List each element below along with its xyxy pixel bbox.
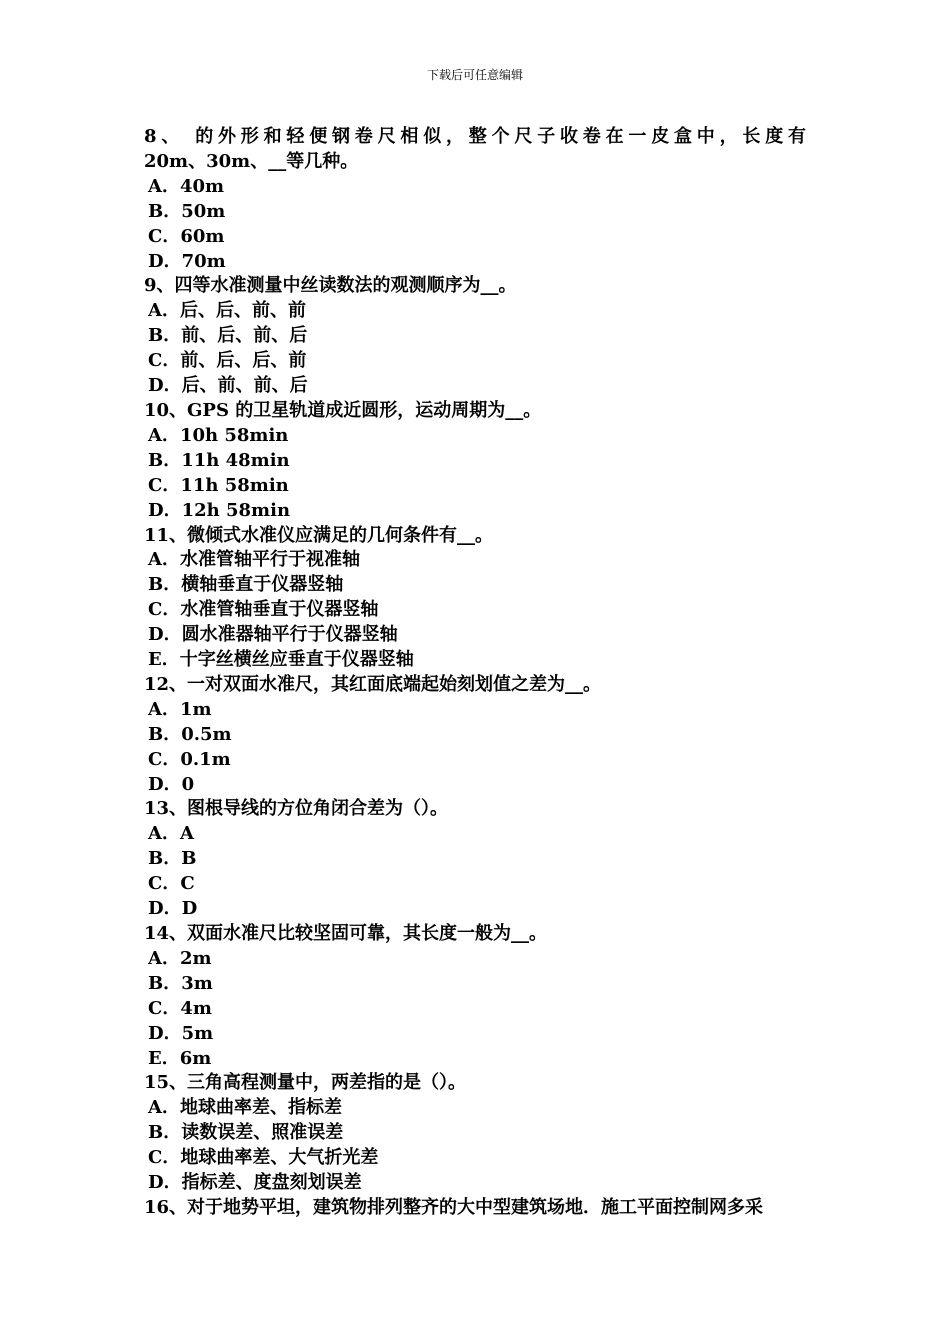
question-15-option-d: D．指标差、度盘刻划误差 — [148, 1172, 362, 1194]
question-9-option-c: C．前、后、后、前 — [148, 350, 307, 372]
question-list — [144, 125, 806, 1221]
question-9: 9、四等水准测量中丝读数法的观测顺序为__。 — [144, 275, 517, 297]
question-11-option-e: E．十字丝横丝应垂直于仪器竖轴 — [148, 649, 414, 671]
question-8-text-line2: 20m、30m、__等几种。 — [144, 150, 359, 172]
question-10: 10、GPS 的卫星轨道成近圆形，运动周期为__。 — [144, 399, 542, 421]
question-10-option-b: B．11h 48min — [148, 449, 290, 471]
question-15-option-c: C．地球曲率差、大气折光差 — [148, 1147, 379, 1169]
question-8-option-d: D．70m — [148, 250, 226, 272]
question-10-option-c: C．11h 58min — [148, 474, 289, 496]
question-14-option-c: C．4m — [148, 997, 212, 1019]
question-13-option-b: B．B — [148, 848, 197, 870]
question-13-option-a: A．A — [148, 823, 194, 845]
question-13: 13、图根导线的方位角闭合差为（）。 — [144, 798, 449, 820]
question-14: 14、双面水准尺比较坚固可靠，其长度一般为__。 — [144, 923, 548, 944]
question-15-option-a: A．地球曲率差、指标差 — [148, 1097, 342, 1119]
question-11-option-c: C．水准管轴垂直于仪器竖轴 — [148, 599, 379, 621]
question-16: 16、对于地势平坦，建筑物排列整齐的大中型建筑场地．施工平面控制网多采 — [144, 1196, 764, 1218]
question-8-option-c: C．60m — [148, 225, 225, 247]
question-8-text-line1: 8、 的外形和轻便钢卷尺相似，整个尺子收卷在一皮盒中，长度有 — [144, 126, 806, 147]
question-11-option-d: D．圆水准器轴平行于仪器竖轴 — [148, 624, 398, 646]
question-11: 11、微倾式水准仪应满足的几何条件有__。 — [144, 524, 494, 546]
question-14-option-a: A．2m — [148, 947, 212, 969]
question-13-option-c: C．C — [148, 873, 195, 895]
question-14-option-d: D．5m — [148, 1022, 214, 1044]
question-10-option-a: A．10h 58min — [148, 424, 289, 446]
question-11-option-b: B．横轴垂直于仪器竖轴 — [148, 574, 344, 596]
question-12-option-b: B．0.5m — [148, 723, 232, 745]
question-13-option-d: D．D — [148, 898, 198, 920]
question-12: 12、一对双面水准尺，其红面底端起始刻划值之差为__。 — [144, 673, 602, 695]
question-15: 15、三角高程测量中，两差指的是（）。 — [144, 1072, 467, 1094]
question-15-option-b: B．读数误差、照准误差 — [148, 1122, 344, 1144]
question-12-option-a: A．1m — [148, 698, 212, 720]
question-9-option-d: D．后、前、前、后 — [148, 375, 308, 397]
page-header: 下载后可任意编辑 — [426, 68, 523, 82]
question-8 — [144, 125, 806, 175]
question-12-option-c: C．0.1m — [148, 748, 231, 770]
question-9-option-a: A．后、后、前、前 — [148, 300, 306, 322]
question-8-option-a: A．40m — [148, 175, 225, 197]
question-10-option-d: D．12h 58min — [148, 499, 291, 521]
question-9-option-b: B．前、后、前、后 — [148, 325, 308, 347]
question-12-option-d: D．0 — [148, 773, 195, 795]
question-14-option-b: B．3m — [148, 972, 213, 994]
question-8-option-b: B．50m — [148, 200, 226, 222]
question-11-option-a: A．水准管轴平行于视准轴 — [148, 549, 360, 571]
question-14-option-e: E．6m — [148, 1047, 212, 1069]
